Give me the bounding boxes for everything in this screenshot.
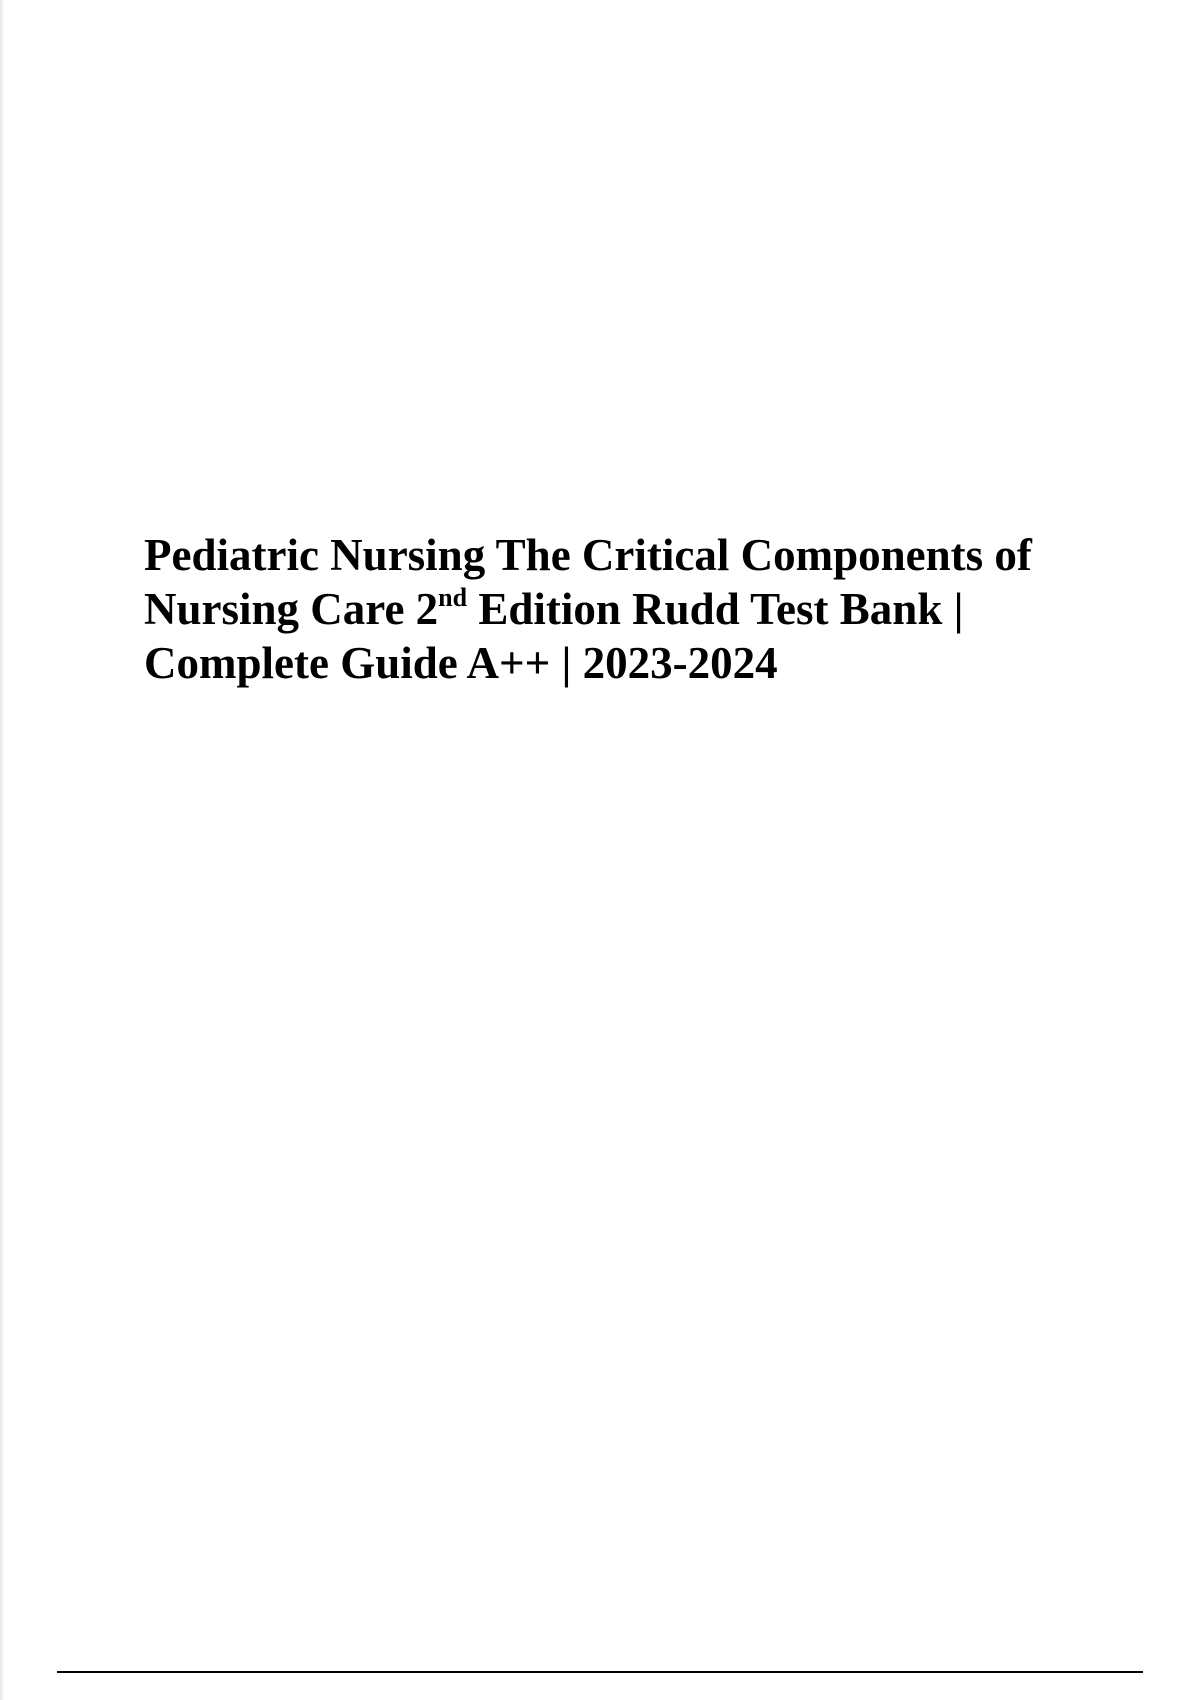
title-line-2-start: Nursing Care 2	[144, 584, 439, 634]
page-edge-shadow	[0, 0, 4, 1700]
title-line-3: Complete Guide A++ | 2023-2024	[144, 638, 778, 688]
title-ordinal-superscript: nd	[438, 583, 468, 612]
document-title	[144, 528, 1124, 690]
title-line-2-end: Edition Rudd Test Bank |	[467, 584, 964, 634]
title-line-1: Pediatric Nursing The Critical Components of	[144, 530, 1032, 580]
footer-divider	[57, 1671, 1143, 1673]
